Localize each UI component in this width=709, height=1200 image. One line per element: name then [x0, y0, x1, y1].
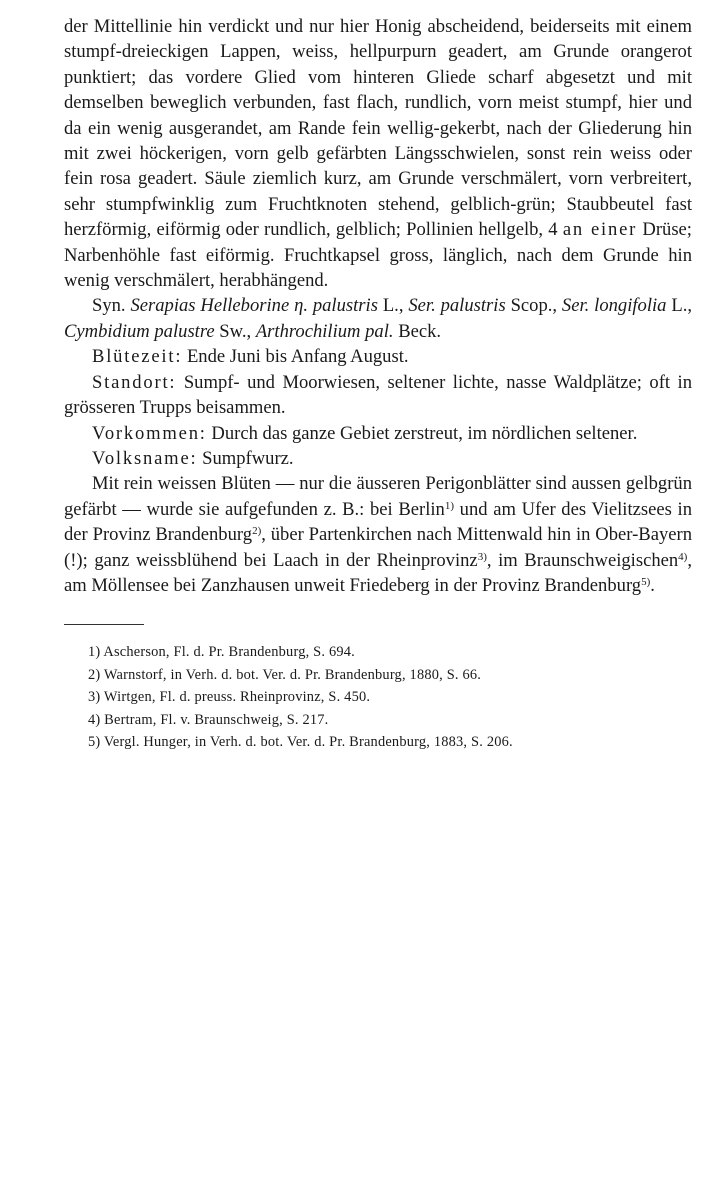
- white-form-text: , über Partenkirchen nach Mittenwald hin in Ober-Bayern (!); ganz weissblühend bei Laach in der Rheinprovinz: [64, 524, 692, 571]
- vorkommen-text: Durch das ganze Gebiet zerstreut, im nördlichen seltener.: [211, 422, 638, 444]
- synonym-author: L.,: [382, 295, 404, 317]
- footnotes: [64, 641, 692, 753]
- white-form-text: .: [650, 574, 655, 596]
- synonym-name: Cymbidium palustre: [64, 320, 215, 342]
- footnote-ref: 2): [252, 525, 262, 538]
- footnote-item: 3) Wirtgen, Fl. d. preuss. Rheinprovinz, S. 450.: [88, 689, 371, 706]
- bluetezeit-label: Blütezeit:: [92, 346, 183, 368]
- description-spaced-text: an einer: [562, 219, 638, 241]
- vorkommen-label: Vorkommen:: [92, 422, 207, 444]
- footnote-item: 1) Ascherson, Fl. d. Pr. Brandenburg, S. 694.: [88, 644, 355, 661]
- standort-paragraph: [64, 370, 692, 421]
- description-text-end: Drüse; Narbenhöhle fast eiförmig. Fruchtkapsel gross, länglich, nach dem Grunde hin wenig verschmälert, herabhängend.: [64, 219, 692, 292]
- synonym-name: Ser. longifolia: [561, 295, 667, 317]
- footnote-item: 4) Bertram, Fl. v. Braunschweig, S. 217.: [88, 711, 329, 728]
- footnote-ref: 1): [444, 499, 455, 512]
- bluetezeit-paragraph: [64, 344, 692, 369]
- description-text: der Mittellinie hin verdickt und nur hier Honig abscheidend, beiderseits mit einem stumpf-dreieckigen Lappen, weiss, hellpurpurn geadert, am Grunde orangerot punktiert; das vordere Glied vom hinteren Gliede scharf abgesetzt und mit demselben beweglich verbunden, fast flach, rundlich, vorn meist stumpf, hier und da ein wenig ausgerandet, am Rande fein wellig-gekerbt, nach der Gliederung hin mit zwei höckerigen, vorn gelb gefärbten Längsschwielen, sonst rein weiss oder fein rosa geadert. Säule ziemlich kurz, am Grunde verschmälert, vorn verbreitert, sehr stumpfwinklig zum Fruchtknoten stehend, gelblich-grün; Staubbeutel fast herzförmig, eiförmig oder rundlich, gelblich; Pollinien hellgelb, 4: [64, 16, 692, 241]
- synonym-author: Sw.,: [219, 320, 252, 342]
- white-form-text: , am Möllensee bei Zanzhausen unweit Friedeberg in der Provinz Brandenburg: [64, 549, 692, 596]
- bluetezeit-text: Ende Juni bis Anfang August.: [186, 346, 409, 368]
- volksname-label: Volksname:: [92, 447, 198, 469]
- synonym-author: Scop.,: [510, 295, 558, 317]
- volksname-paragraph: [64, 446, 692, 471]
- synonym-name: Serapias Helleborine η. palustris: [130, 295, 378, 317]
- standort-label: Standort:: [92, 371, 177, 393]
- synonym-author: Beck.: [398, 320, 442, 342]
- white-form-text: Mit rein weissen Blüten — nur die äusseren Perigonblätter sind aussen gelbgrün gefärbt — wurde sie aufgefunden z. B.: bei Berlin: [64, 473, 692, 520]
- synonyms-label: Syn.: [92, 295, 126, 317]
- white-form-paragraph: [64, 471, 692, 598]
- footnote-ref: 3): [477, 550, 487, 563]
- volksname-text: Sumpfwurz.: [202, 447, 294, 469]
- footnote-divider: [64, 624, 144, 625]
- white-form-text: , im Braunschweigischen: [486, 549, 679, 571]
- synonym-name: Arthrochilium pal.: [255, 320, 394, 342]
- footnote-item: 5) Vergl. Hunger, in Verh. d. bot. Ver. d. Pr. Brandenburg, 1883, S. 206.: [88, 733, 513, 750]
- white-form-text: und am Ufer des Vielitzsees in der Provinz Brandenburg: [64, 498, 692, 546]
- page-body: [64, 14, 692, 753]
- synonym-author: L.,: [671, 295, 693, 317]
- synonyms-paragraph: [64, 293, 692, 344]
- vorkommen-paragraph: [64, 421, 692, 446]
- footnote-ref: 5): [641, 575, 651, 588]
- description-paragraph: [64, 14, 692, 293]
- standort-text: Sumpf- und Moorwiesen, seltener lichte, nasse Waldplätze; oft in grösseren Trupps beisammen.: [64, 371, 692, 419]
- footnote-ref: 4): [678, 550, 688, 563]
- synonym-name: Ser. palustris: [408, 295, 506, 317]
- footnote-item: 2) Warnstorf, in Verh. d. bot. Ver. d. Pr. Brandenburg, 1880, S. 66.: [88, 666, 482, 683]
